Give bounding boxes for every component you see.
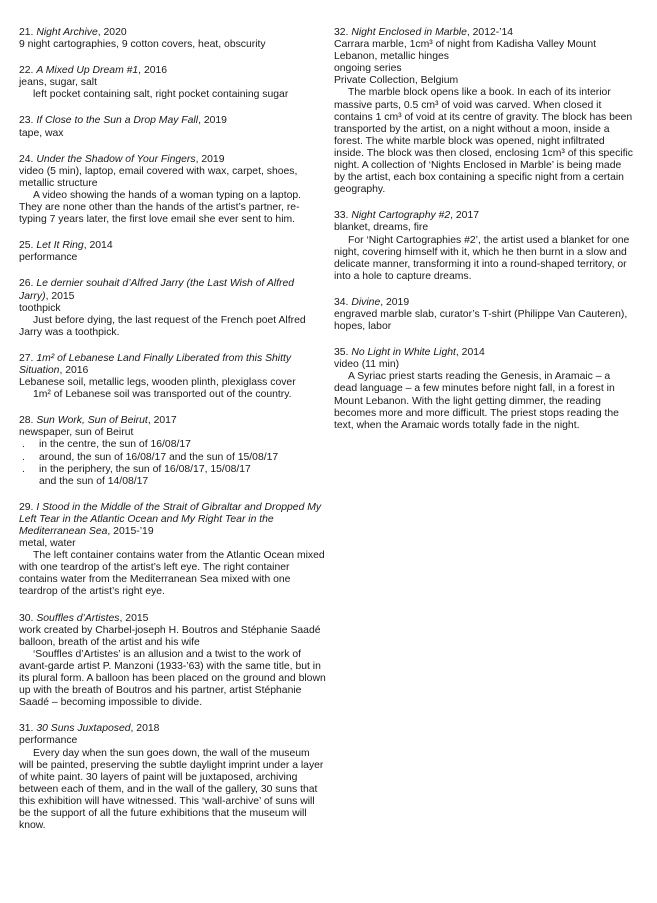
entry-number: 29.: [19, 501, 34, 513]
entry-materials: tape, wax: [19, 127, 64, 139]
entry-materials: video (5 min), laptop, email covered with wax, carpet, shoes, metallic structure: [19, 165, 298, 189]
entry-title: [19, 613, 326, 625]
entry-materials: Lebanese soil, metallic legs, wooden plinth, plexiglass cover: [19, 377, 296, 389]
entry-year: , 2012-’14: [466, 27, 514, 38]
entry-work-title: No Light in White Light: [351, 347, 456, 359]
entry-materials: video (11 min): [334, 359, 400, 371]
entry-number: 31.: [19, 723, 34, 735]
entry-year: , 2016: [59, 364, 89, 376]
catalog-entry: [19, 154, 326, 227]
entry-bullet: . around, the sun of 16/08/17 and the sun of 15/08/17: [19, 452, 326, 464]
entry-description: A video showing the hands of a woman typing on a laptop. They are none other than the hands of the artist’s partner, re-typing 7 years later, the first love email she ever sent to him.: [19, 189, 302, 226]
entry-materials: ongoing series: [334, 63, 402, 75]
entry-materials: newspaper, sun of Beirut: [19, 427, 134, 439]
entry-number: 25.: [19, 240, 34, 252]
entry-description: ‘Souffles d’Artistes’ is an allusion and a twist to the work of avant-garde artist P. Manzoni (1933-’63) with the same title, but in its plural form. A balloon has been placed on the ground and blown up with the breath of Boutros and his partner, artist Stéphanie Saadé – becoming impossible to divide.: [19, 648, 326, 709]
entry-description: Every day when the sun goes down, the wall of the museum will be painted, preserving the subtle daylight imprint under a layer of white paint. 30 layers of paint will be juxtaposed, archiving between each of them, and in the wall of the gallery, 30 suns that this exhibition will have witnessed. This ‘wall-archive’ of suns will be the support of all the future exhibitions that the museum will know.: [19, 747, 324, 832]
entry-title: [19, 154, 326, 166]
entry-title: [19, 65, 326, 77]
entry-description: For ‘Night Cartographies #2’, the artist used a blanket for one night, covering himself with it, which he then burnt in a slow and delicate manner, transforming it into a round-shaped territory, or into a hole to capture dreams.: [334, 234, 630, 282]
entry-description: The left container contains water from the Atlantic Ocean mixed with one teardrop of the artist’s left eye. The right container contains water from the Mediterranean Sea mixed with one teardrop of the artist’s right eye.: [19, 550, 325, 598]
entry-year: , 2018: [130, 723, 160, 735]
entry-title: [334, 347, 634, 359]
entry-year: , 2016: [138, 65, 168, 77]
entry-work-title: Le dernier souhait d’Alfred Jarry (the Last Wish of Alfred Jarry): [19, 278, 295, 302]
entry-title: [19, 240, 326, 252]
entry-number: 27.: [19, 352, 34, 364]
entry-materials: toothpick: [19, 302, 61, 314]
entry-title: [334, 210, 634, 222]
entry-materials: Carrara marble, 1cm³ of night from Kadisha Valley Mount Lebanon, metallic hinges: [334, 39, 596, 63]
entry-year: , 2017: [147, 415, 177, 427]
entry-materials: blanket, dreams, fire: [334, 222, 429, 234]
entry-work-title: If Close to the Sun a Drop May Fall: [36, 115, 199, 127]
entry-number: 35.: [334, 347, 349, 359]
entry-title: [19, 353, 326, 377]
entry-number: 34.: [334, 296, 349, 308]
entry-bullet: . in the periphery, the sun of 16/08/17, 15/08/17: [19, 464, 326, 476]
catalog-entry: [19, 613, 326, 710]
entry-year: , 2015-’19: [107, 526, 154, 537]
entry-description: Just before dying, the last request of the French poet Alfred Jarry was a toothpick.: [19, 314, 306, 338]
entry-title: [19, 27, 326, 39]
entry-title: [19, 415, 326, 427]
entry-title: [19, 723, 326, 735]
catalog-entry: [334, 27, 634, 196]
catalog-entry: [19, 27, 326, 51]
entry-work-title: Night Enclosed in Marble: [351, 27, 467, 38]
catalog-entry: [19, 65, 326, 101]
catalog-entry: [19, 115, 326, 139]
entry-description: left pocket containing salt, right pocket containing sugar: [33, 89, 289, 101]
entry-work-title: Sun Work, Sun of Beirut: [36, 415, 148, 427]
entry-year: , 2019: [380, 296, 410, 308]
catalog-entry: [19, 278, 326, 338]
entry-year: , 2019: [195, 153, 225, 165]
left-column: [19, 27, 326, 846]
entry-year: , 2014: [455, 347, 485, 359]
entry-number: 21.: [19, 27, 34, 38]
entry-number: 32.: [334, 27, 349, 38]
entry-work-title: 30 Suns Juxtaposed: [36, 723, 131, 735]
right-column: [334, 27, 634, 446]
entry-work-title: Night Cartography #2: [351, 210, 451, 222]
entry-work-title: 1m² of Lebanese Land Finally Liberated from this Shitty Situation: [19, 352, 292, 376]
entry-number: 30.: [19, 612, 34, 624]
entry-materials: jeans, sugar, salt: [19, 77, 97, 89]
entry-year: , 2015: [45, 290, 75, 302]
entry-title: [19, 278, 326, 302]
catalog-entry: [19, 502, 326, 599]
entry-description: 1m² of Lebanese soil was transported out of the country.: [33, 389, 292, 401]
entry-materials: balloon, breath of the artist and his wife: [19, 636, 200, 648]
entry-work-title: A Mixed Up Dream #1: [36, 65, 139, 77]
entry-bullet-continuation: and the sun of 14/08/17: [39, 475, 149, 487]
entry-title: [19, 115, 326, 127]
catalog-entry: [19, 353, 326, 401]
entry-description: The marble block opens like a book. In each of its interior massive parts, 0.5 cm³ of void was carved. When closed it contains 1 cm³ of void at its centre of gravity. The block has been transported by the artist, on a night without a moon, inside a forest. The white marble block was opened, night infiltrated inside. The block was then closed, enclosing 1cm³ of this specific night. A collection of ‘Nights Enclosed in Marble’ is being made by the artist, each box containing a specific night from a certain geography.: [334, 87, 633, 196]
entry-year: , 2017: [450, 210, 480, 222]
entry-number: 28.: [19, 415, 34, 427]
entry-number: 23.: [19, 115, 34, 127]
catalog-entry: [334, 347, 634, 432]
entry-materials: 9 night cartographies, 9 cotton covers, heat, obscurity: [19, 39, 266, 51]
entry-materials: Private Collection, Belgium: [334, 75, 459, 87]
catalog-entry: [334, 297, 634, 333]
entry-year: , 2020: [97, 27, 127, 38]
entry-number: 22.: [19, 65, 34, 77]
entry-number: 33.: [334, 210, 349, 222]
entry-work-title: Under the Shadow of Your Fingers: [36, 153, 196, 165]
entry-title: [334, 297, 634, 309]
entry-materials: engraved marble slab, curator’s T-shirt (Philippe Van Cauteren), hopes, labor: [334, 308, 628, 333]
entry-bullet: . in the centre, the sun of 16/08/17: [19, 439, 326, 451]
catalog-entry: [19, 240, 326, 264]
entry-work-title: Divine: [351, 296, 381, 308]
entry-work-title: Let It Ring: [36, 240, 84, 252]
entry-work-title: Night Archive: [36, 27, 98, 38]
entry-materials: performance: [19, 252, 78, 264]
entry-materials: work created by Charbel-joseph H. Boutros and Stéphanie Saadé: [19, 624, 321, 636]
entry-materials: metal, water: [19, 538, 76, 550]
entry-materials: performance: [19, 735, 78, 747]
catalog-entry: [19, 415, 326, 488]
catalog-entry: [334, 210, 634, 283]
entry-description: A Syriac priest starts reading the Genesis, in Aramaic – a dead language – a few minutes before night fall, in a forest in Mount Lebanon. With the light getting dimmer, the reading becomes more and more difficult. The priest stops reading the text, when the Aramaic words totally fade in the night.: [334, 371, 619, 431]
entry-number: 24.: [19, 153, 34, 165]
entry-year: , 2019: [198, 115, 227, 127]
entry-work-title: I Stood in the Middle of the Strait of Gibraltar and Dropped My Left Tear in the Atlantic Ocean and My Right Tear in the Mediterranean Sea: [19, 501, 322, 537]
entry-title: [334, 27, 634, 39]
entry-year: , 2014: [83, 240, 113, 252]
catalog-entry: [19, 723, 326, 832]
entry-title: [19, 502, 326, 538]
entry-year: , 2015: [119, 612, 149, 624]
entry-work-title: Souffles d’Artistes: [36, 612, 120, 624]
entry-number: 26.: [19, 278, 34, 290]
